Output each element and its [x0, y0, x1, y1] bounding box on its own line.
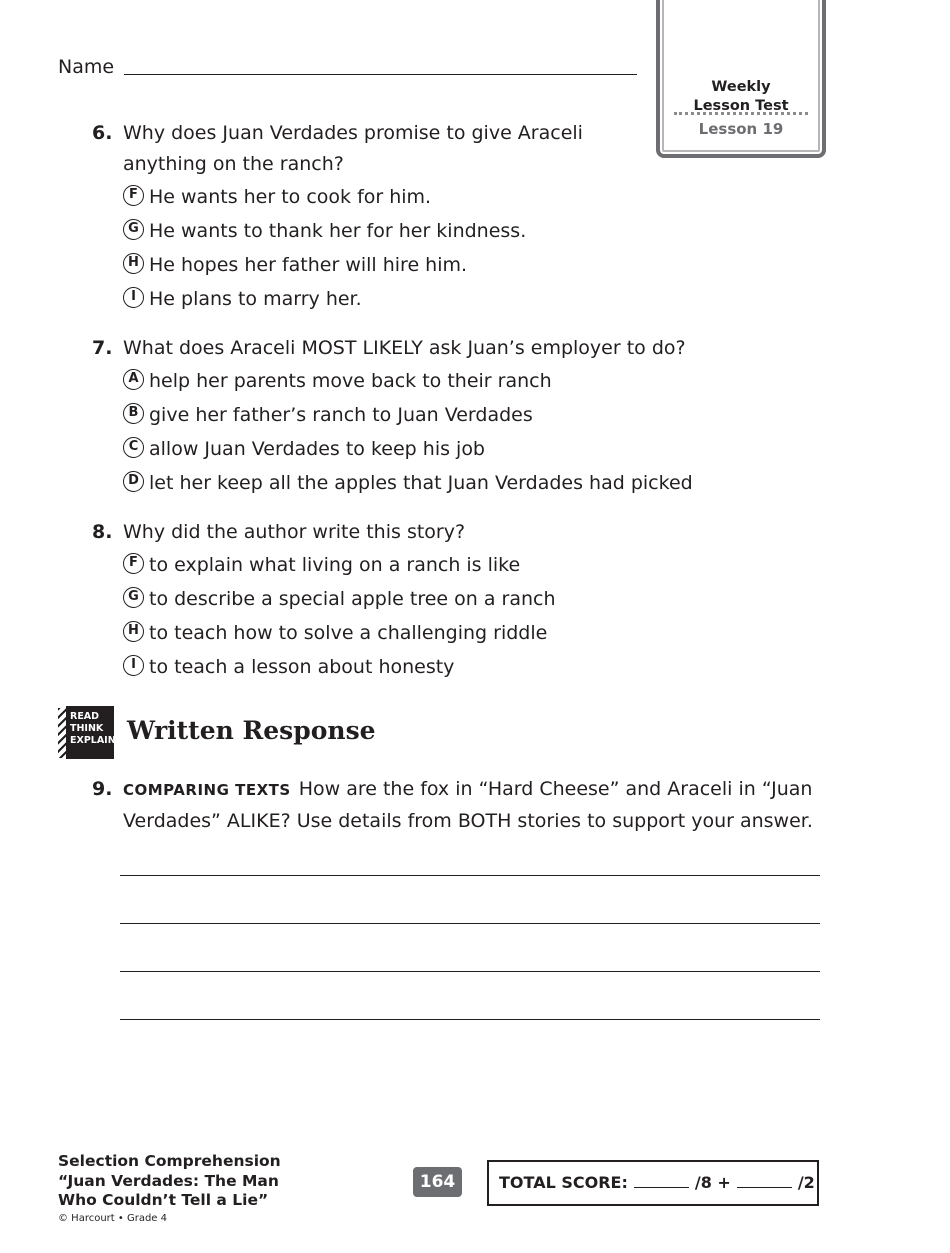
- comparing-texts-tag: COMPARING TEXTS: [123, 781, 291, 799]
- copyright: © Harcourt • Grade 4: [58, 1213, 167, 1224]
- answer-line[interactable]: [120, 971, 820, 972]
- answer-choice[interactable]: [123, 650, 832, 684]
- answer-choice[interactable]: [123, 548, 832, 582]
- choice-text: give her father’s ranch to Juan Verdades: [149, 404, 533, 426]
- question-number: 6.: [92, 122, 113, 144]
- question-7: [92, 333, 832, 500]
- choice-text: to describe a special apple tree on a ranch: [149, 588, 556, 610]
- choice-text: to explain what living on a ranch is like: [149, 554, 521, 576]
- question-text-line: What does Araceli MOST LIKELY ask Juan’s employer to do?: [123, 337, 686, 359]
- answer-bubble[interactable]: F: [123, 553, 144, 574]
- page-number: 164: [413, 1167, 462, 1197]
- question-number: 9.: [92, 778, 113, 800]
- tab-divider: [674, 112, 808, 115]
- answer-bubble[interactable]: H: [123, 253, 144, 274]
- answer-bubble[interactable]: I: [123, 655, 144, 676]
- icon-text: THINK: [70, 723, 104, 734]
- answer-bubble[interactable]: B: [123, 403, 144, 424]
- footer-line: “Juan Verdades: The Man: [58, 1171, 279, 1190]
- score-label: TOTAL SCORE:: [499, 1173, 628, 1192]
- read-think-explain-icon: [58, 706, 114, 759]
- choice-text: help her parents move back to their ranch: [149, 370, 552, 392]
- footer-line: Who Couldn’t Tell a Lie”: [58, 1191, 269, 1209]
- question-8: [92, 517, 832, 684]
- answer-choice[interactable]: [123, 248, 832, 282]
- answer-bubble[interactable]: D: [123, 471, 144, 492]
- answer-choice[interactable]: [123, 214, 832, 248]
- answer-bubble[interactable]: H: [123, 621, 144, 642]
- answer-line[interactable]: [120, 875, 820, 876]
- score-blank[interactable]: [737, 1173, 792, 1188]
- answer-line[interactable]: [120, 1019, 820, 1020]
- answer-choice[interactable]: [123, 616, 832, 650]
- answer-choice[interactable]: [123, 582, 832, 616]
- choice-text: to teach a lesson about honesty: [149, 656, 455, 678]
- notebook-cover: [66, 706, 114, 759]
- score-part: /8 +: [694, 1173, 731, 1192]
- answer-choice[interactable]: [123, 282, 832, 316]
- question-text: [123, 774, 832, 837]
- question-6: [92, 118, 832, 316]
- icon-text: READ: [70, 711, 100, 722]
- question-9: [92, 774, 832, 837]
- answer-choice[interactable]: [123, 180, 832, 214]
- name-label: Name: [58, 56, 115, 78]
- question-prompt: How are the fox in “Hard Cheese” and Araceli in “Juan Verdades” ALIKE? Use details from BOTH stories to support your answer.: [123, 778, 813, 832]
- choice-text: He plans to marry her.: [149, 288, 362, 310]
- answer-bubble[interactable]: I: [123, 287, 144, 308]
- choice-text: let her keep all the apples that Juan Verdades had picked: [149, 472, 693, 494]
- answer-bubble[interactable]: F: [123, 185, 144, 206]
- footer-line: Selection Comprehension: [58, 1152, 281, 1170]
- tab-title: [660, 78, 822, 116]
- section-title: Written Response: [127, 716, 376, 745]
- answer-line[interactable]: [120, 923, 820, 924]
- icon-text: EXPLAIN: [70, 735, 116, 746]
- question-number: 8.: [92, 521, 113, 543]
- score-blank[interactable]: [634, 1173, 689, 1188]
- choice-text: to teach how to solve a challenging riddle: [149, 622, 548, 644]
- name-field-line[interactable]: [124, 74, 637, 75]
- answer-bubble[interactable]: A: [123, 369, 144, 390]
- question-text-line: anything on the ranch?: [123, 153, 344, 175]
- answer-bubble[interactable]: C: [123, 437, 144, 458]
- choice-text: He wants her to cook for him.: [149, 186, 432, 208]
- answer-bubble[interactable]: G: [123, 219, 144, 240]
- question-text-line: Why does Juan Verdades promise to give Araceli: [123, 122, 583, 144]
- answer-choice[interactable]: [123, 364, 832, 398]
- choice-text: He hopes her father will hire him.: [149, 254, 468, 276]
- score-part: /2: [797, 1173, 815, 1192]
- tab-lesson: Lesson 19: [698, 120, 784, 138]
- tab-title-line2: Lesson Test: [693, 98, 789, 114]
- answer-choice[interactable]: [123, 398, 832, 432]
- choice-text: He wants to thank her for her kindness.: [149, 220, 527, 242]
- choice-text: allow Juan Verdades to keep his job: [149, 438, 485, 460]
- answer-choice[interactable]: [123, 466, 832, 500]
- question-text-line: Why did the author write this story?: [123, 521, 466, 543]
- tab-title-line1: Weekly: [711, 79, 771, 95]
- total-score-box: [487, 1160, 819, 1206]
- answer-bubble[interactable]: G: [123, 587, 144, 608]
- question-number: 7.: [92, 337, 113, 359]
- selection-title: [58, 1152, 281, 1211]
- answer-choice[interactable]: [123, 432, 832, 466]
